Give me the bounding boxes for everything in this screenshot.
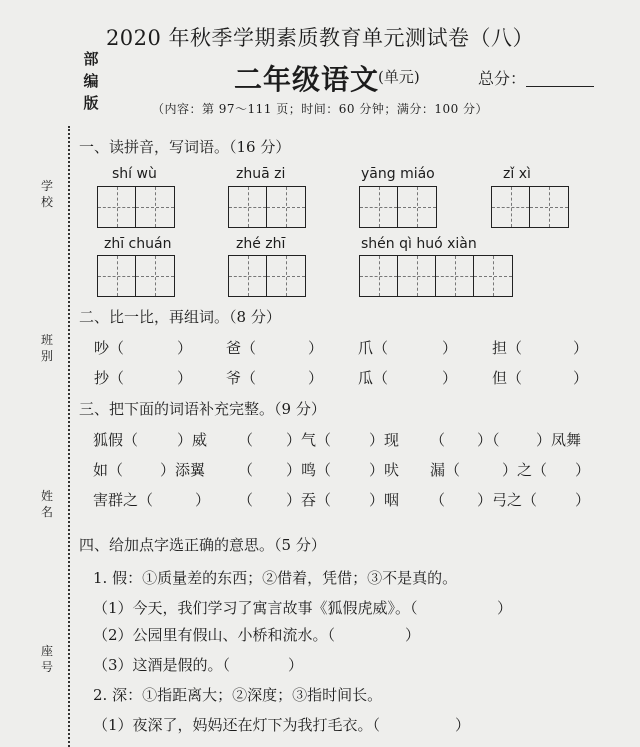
exam-info: （内容：第 97～111 页；时间：60 分钟；满分：100 分） [151,102,489,116]
pinyin-6: zhé zhī [236,236,286,252]
idiom-part: 害群之（ [93,491,154,509]
answer-blank-close: ） [573,369,589,387]
question-2-1: （1）夜深了，妈妈还在灯下为我打毛衣。（ [93,716,381,734]
idiom-part: 狐假（ [93,431,139,449]
idiom-part: ）之（ [502,461,548,479]
answer-blank-close: ） [573,339,589,357]
idiom-part: （ [238,461,254,479]
compare-char: 爪（ [358,339,389,357]
idiom-part: （ [430,431,446,449]
answer-blank-close: ） [497,599,513,617]
write-grid-6[interactable] [228,255,306,297]
idiom-part: ）吞（ [286,491,332,509]
pinyin-1: shí wù [112,166,157,182]
write-grid-7[interactable] [359,255,513,297]
compare-char: 担（ [492,339,523,357]
idiom-part: ） [195,491,211,509]
total-score-label: 总分： [478,69,527,88]
section4-title: 四、给加点字选正确的意思。（5 分） [79,536,326,554]
total-score-blank[interactable] [526,86,594,87]
idiom-part: （ [430,491,446,509]
school-label: 学校 [40,179,53,209]
idiom-part: 如（ [93,461,124,479]
edition-text: 部编版 [83,50,99,112]
idiom-part: ）鸣（ [286,461,332,479]
idiom-part: ）威 [177,431,208,449]
question-2-definition: 2. 深：①指距离大；②深度；③指时间长。 [93,686,383,704]
answer-blank-close: ） [442,339,458,357]
write-grid-3[interactable] [359,186,437,228]
question-1-definition: 1. 假：①质量差的东西；②借着，凭借；③不是真的。 [93,569,458,587]
answer-blank-close: ） [442,369,458,387]
answer-blank-close: ） [288,656,304,674]
idiom-part: ） [575,461,591,479]
section3-title: 三、把下面的词语补充完整。（9 分） [79,400,326,418]
write-grid-1[interactable] [97,186,175,228]
question-1-3: （3）这酒是假的。（ [93,656,231,674]
seat-label: 座号 [40,644,53,674]
compare-char: 爷（ [226,369,257,387]
class-label: 班别 [40,333,53,363]
idiom-part: （ [238,491,254,509]
section1-title: 一、读拼音，写词语。（16 分） [79,138,291,156]
pinyin-4: zǐ xì [503,166,531,182]
idiom-part: ）现 [369,431,400,449]
pinyin-2: zhuā zi [236,166,286,182]
compare-char: 爸（ [226,339,257,357]
compare-char: 抄（ [94,369,125,387]
exam-title: 2020 年秋季学期素质教育单元测试卷（八） [105,26,535,50]
answer-blank-close: ） [308,369,324,387]
question-1-2: （2）公园里有假山、小桥和流水。（ [93,626,336,644]
idiom-part: 漏（ [430,461,461,479]
compare-char: 但（ [492,369,523,387]
answer-blank-close: ） [308,339,324,357]
idiom-part: ）吠 [369,461,400,479]
idiom-part: ）（ [477,431,500,449]
answer-blank-close: ） [455,716,471,734]
section2-title: 二、比一比，再组词。（8 分） [79,308,281,326]
answer-blank-close: ） [177,339,193,357]
pinyin-3: yāng miáo [361,166,435,182]
pinyin-7: shén qì huó xiàn [361,236,477,252]
idiom-part: ）气（ [286,431,332,449]
binding-line [68,126,70,747]
write-grid-2[interactable] [228,186,306,228]
idiom-part: （ [238,431,254,449]
answer-blank-close: ） [405,626,421,644]
compare-char: 瓜（ [358,369,389,387]
compare-char: 吵（ [94,339,125,357]
question-1-1: （1）今天，我们学习了寓言故事《狐假虎威》。（ [93,599,418,617]
unit-tag: (单元) [378,68,420,86]
idiom-part: ）凤舞 [536,431,582,449]
answer-blank-close: ） [177,369,193,387]
pinyin-5: zhī chuán [104,236,172,252]
idiom-part: ）弓之（ [477,491,538,509]
idiom-part: ） [575,491,591,509]
idiom-part: ）添翼 [160,461,206,479]
subject-title: 二年级语文 [234,63,380,96]
idiom-part: ）咽 [369,491,400,509]
name-label: 姓名 [40,489,53,519]
write-grid-5[interactable] [97,255,175,297]
write-grid-4[interactable] [491,186,569,228]
